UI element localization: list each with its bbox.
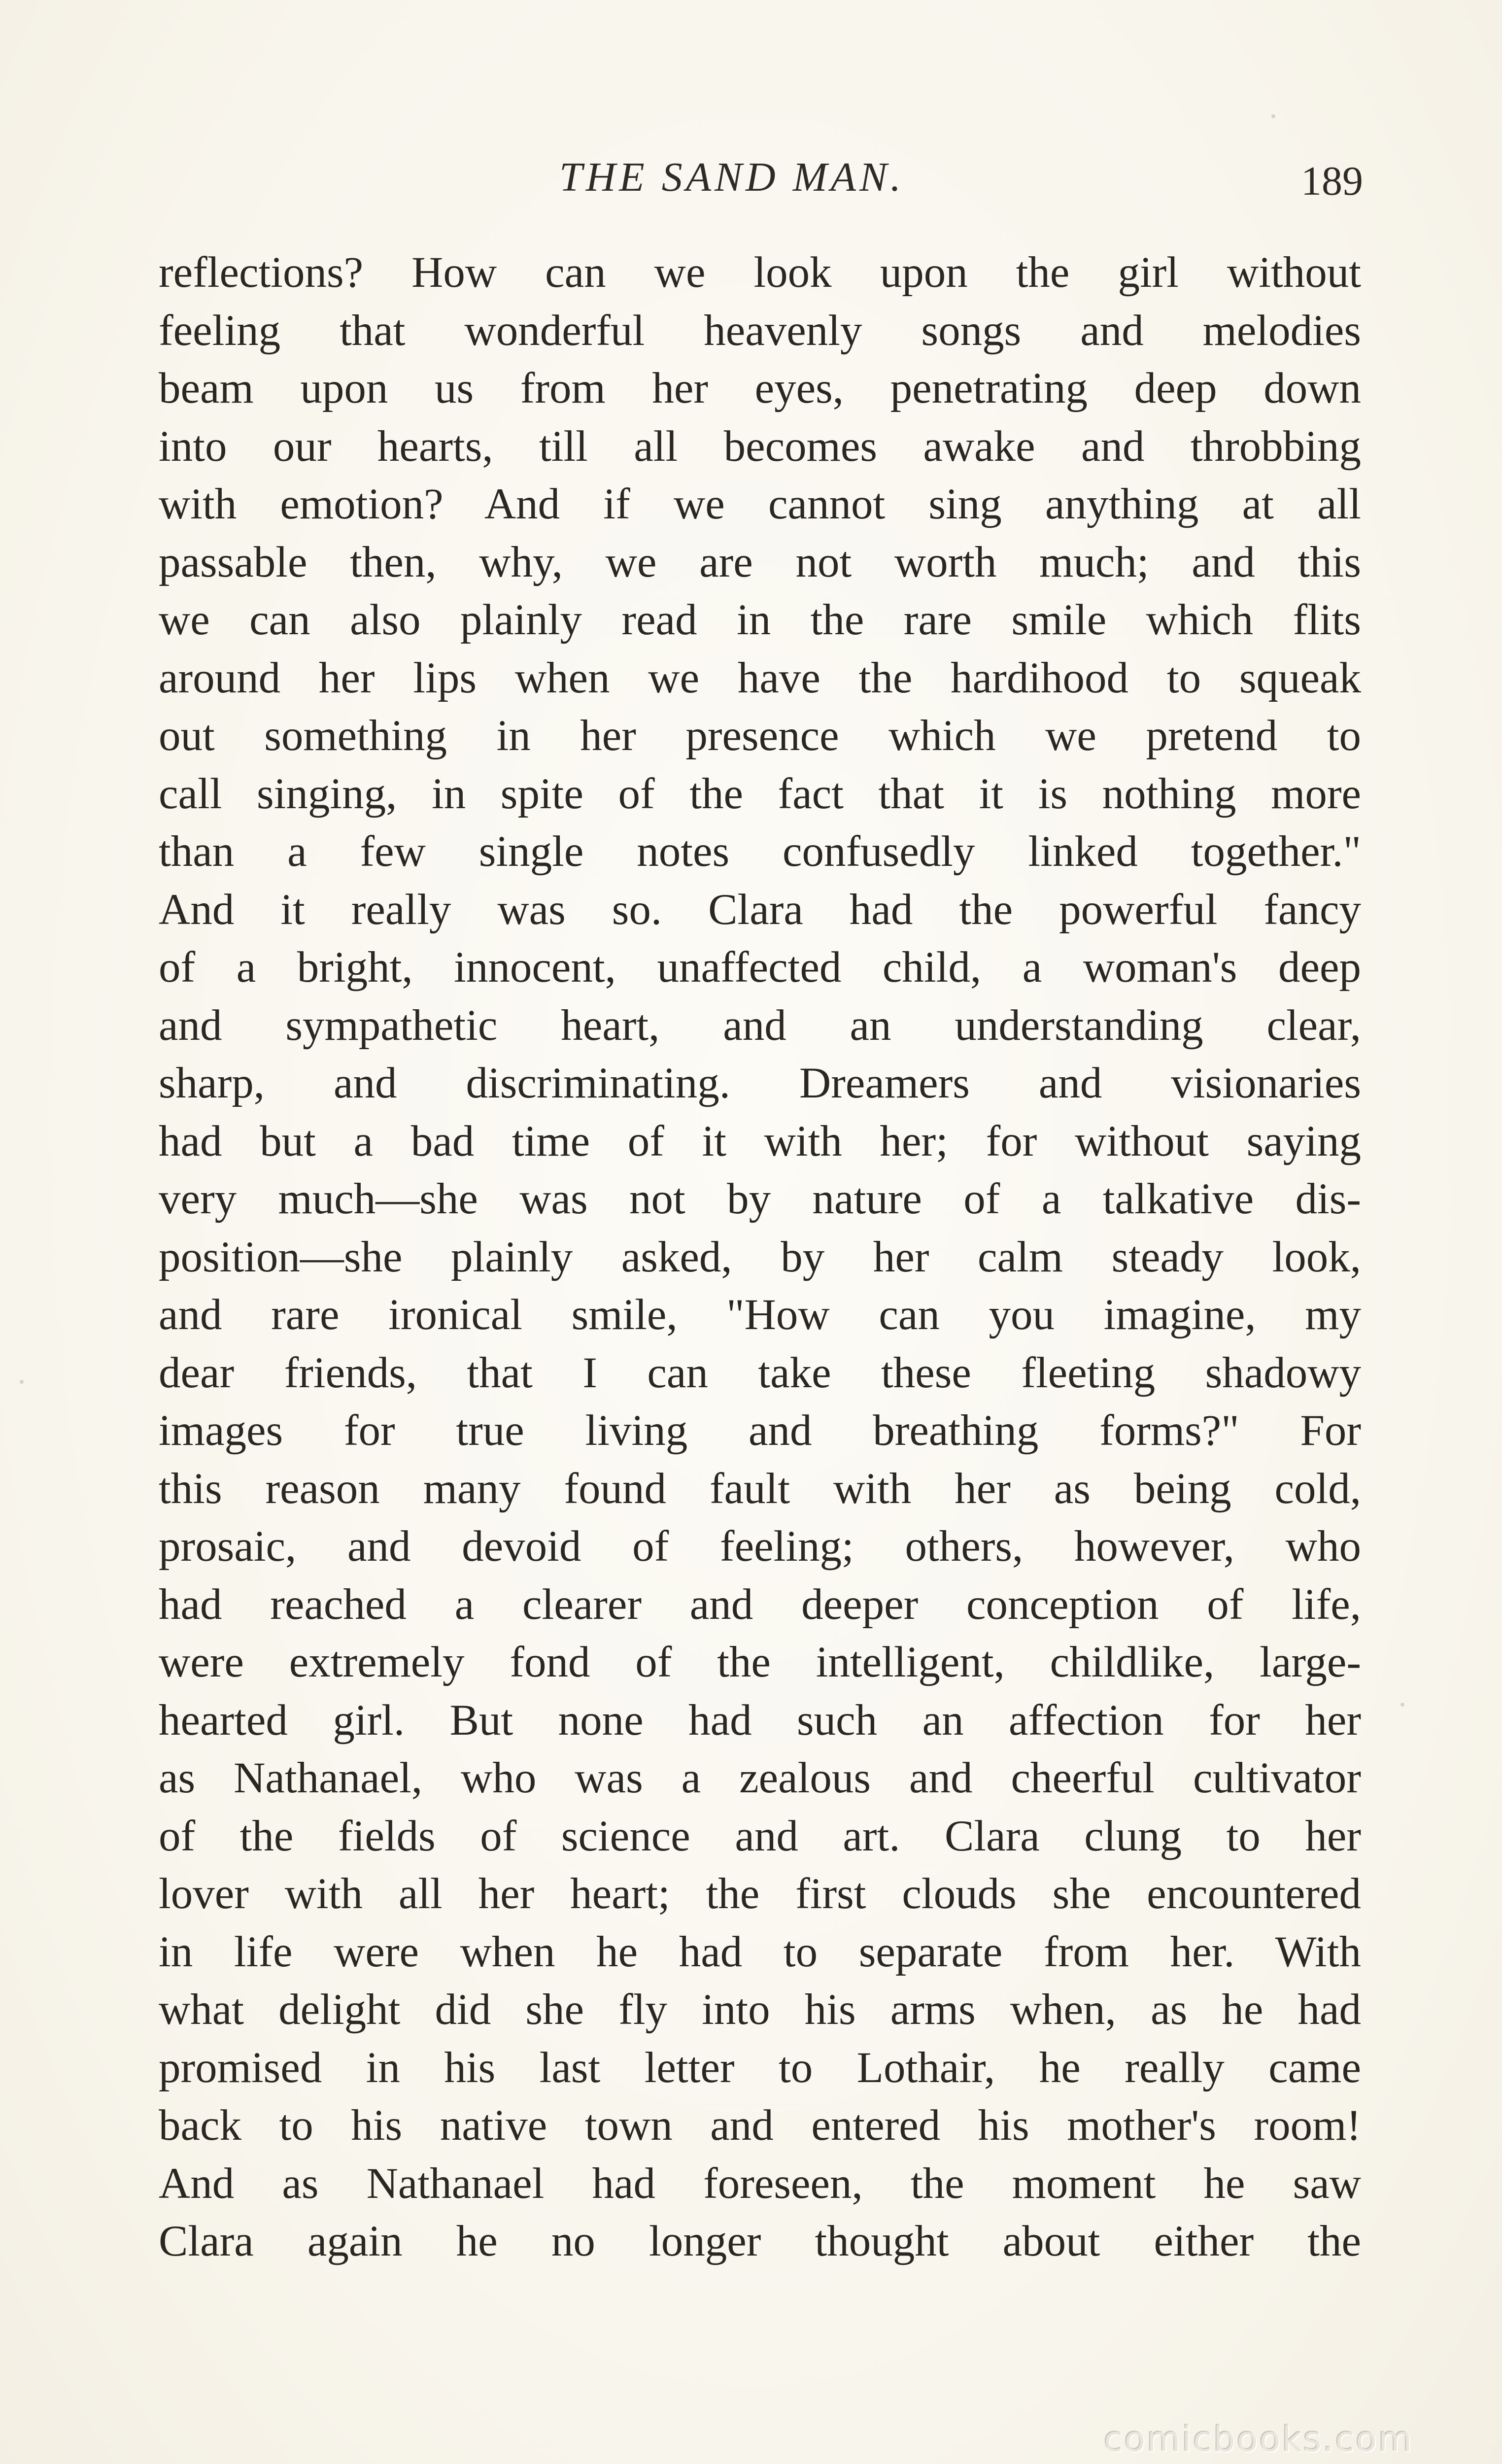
watermark: comicbooks.com [1104, 2419, 1414, 2460]
text-line: call singing, in spite of the fact that it is nothing more [159, 769, 1361, 818]
text-line: dear friends, that I can take these fleeting shadowy [159, 1348, 1361, 1397]
text-line: of a bright, innocent, unaffected child, a woman's deep [159, 943, 1361, 992]
text-line: into our hearts, till all becomes awake and throbbing [159, 422, 1361, 471]
text-line: position—she plainly asked, by her calm steady look, [159, 1232, 1361, 1281]
text-line: of the fields of science and art. Clara clung to her [159, 1812, 1361, 1860]
text-line: very much—she was not by nature of a talkative dis- [159, 1175, 1361, 1223]
text-line: And as Nathanael had foreseen, the moment he saw [159, 2159, 1361, 2208]
text-line: and sympathetic heart, and an understanding clear, [159, 1001, 1361, 1050]
running-header [0, 150, 1502, 205]
paper-speck [1271, 114, 1275, 118]
text-line: this reason many found fault with her as being cold, [159, 1464, 1361, 1513]
text-line: reflections? How can we look upon the girl without [159, 248, 1361, 297]
text-line: we can also plainly read in the rare smile which flits [159, 596, 1361, 644]
body-text [159, 244, 1361, 2271]
paper-speck [1400, 1703, 1404, 1707]
page-number: 189 [1301, 158, 1363, 204]
text-line: images for true living and breathing forms?" For [159, 1406, 1361, 1455]
text-line: prosaic, and devoid of feeling; others, however, who [159, 1522, 1361, 1571]
text-line: Clara again he no longer thought about either the [159, 2217, 1361, 2265]
text-line: as Nathanael, who was a zealous and cheerful cultivator [159, 1754, 1361, 1802]
text-line: in life were when he had to separate from her. With [159, 1927, 1361, 1976]
text-line: sharp, and discriminating. Dreamers and visionaries [159, 1059, 1361, 1107]
text-line: had reached a clearer and deeper conception of life, [159, 1580, 1361, 1629]
text-line: beam upon us from her eyes, penetrating deep down [159, 364, 1361, 412]
text-line: hearted girl. But none had such an affection for her [159, 1696, 1361, 1745]
text-line: back to his native town and entered his mother's room! [159, 2101, 1361, 2150]
text-line: out something in her presence which we pretend to [159, 712, 1361, 760]
text-line: had but a bad time of it with her; for without saying [159, 1117, 1361, 1165]
text-line: And it really was so. Clara had the powerful fancy [159, 885, 1361, 934]
text-line: feeling that wonderful heavenly songs and melodies [159, 306, 1361, 355]
text-line: around her lips when we have the hardihood to squeak [159, 653, 1361, 702]
text-line: than a few single notes confusedly linked together." [159, 827, 1361, 876]
text-line: passable then, why, we are not worth much; and this [159, 538, 1361, 586]
text-line: lover with all her heart; the first clouds she encountered [159, 1870, 1361, 1918]
text-line: what delight did she fly into his arms when, as he had [159, 1985, 1361, 2034]
text-line: and rare ironical smile, "How can you imagine, my [159, 1291, 1361, 1339]
text-line: with emotion? And if we cannot sing anything at all [159, 480, 1361, 528]
text-line: promised in his last letter to Lothair, he really came [159, 2043, 1361, 2092]
text-line: were extremely fond of the intelligent, childlike, large- [159, 1638, 1361, 1686]
paper-speck [20, 1380, 24, 1384]
running-title: THE SAND MAN. [559, 154, 904, 200]
